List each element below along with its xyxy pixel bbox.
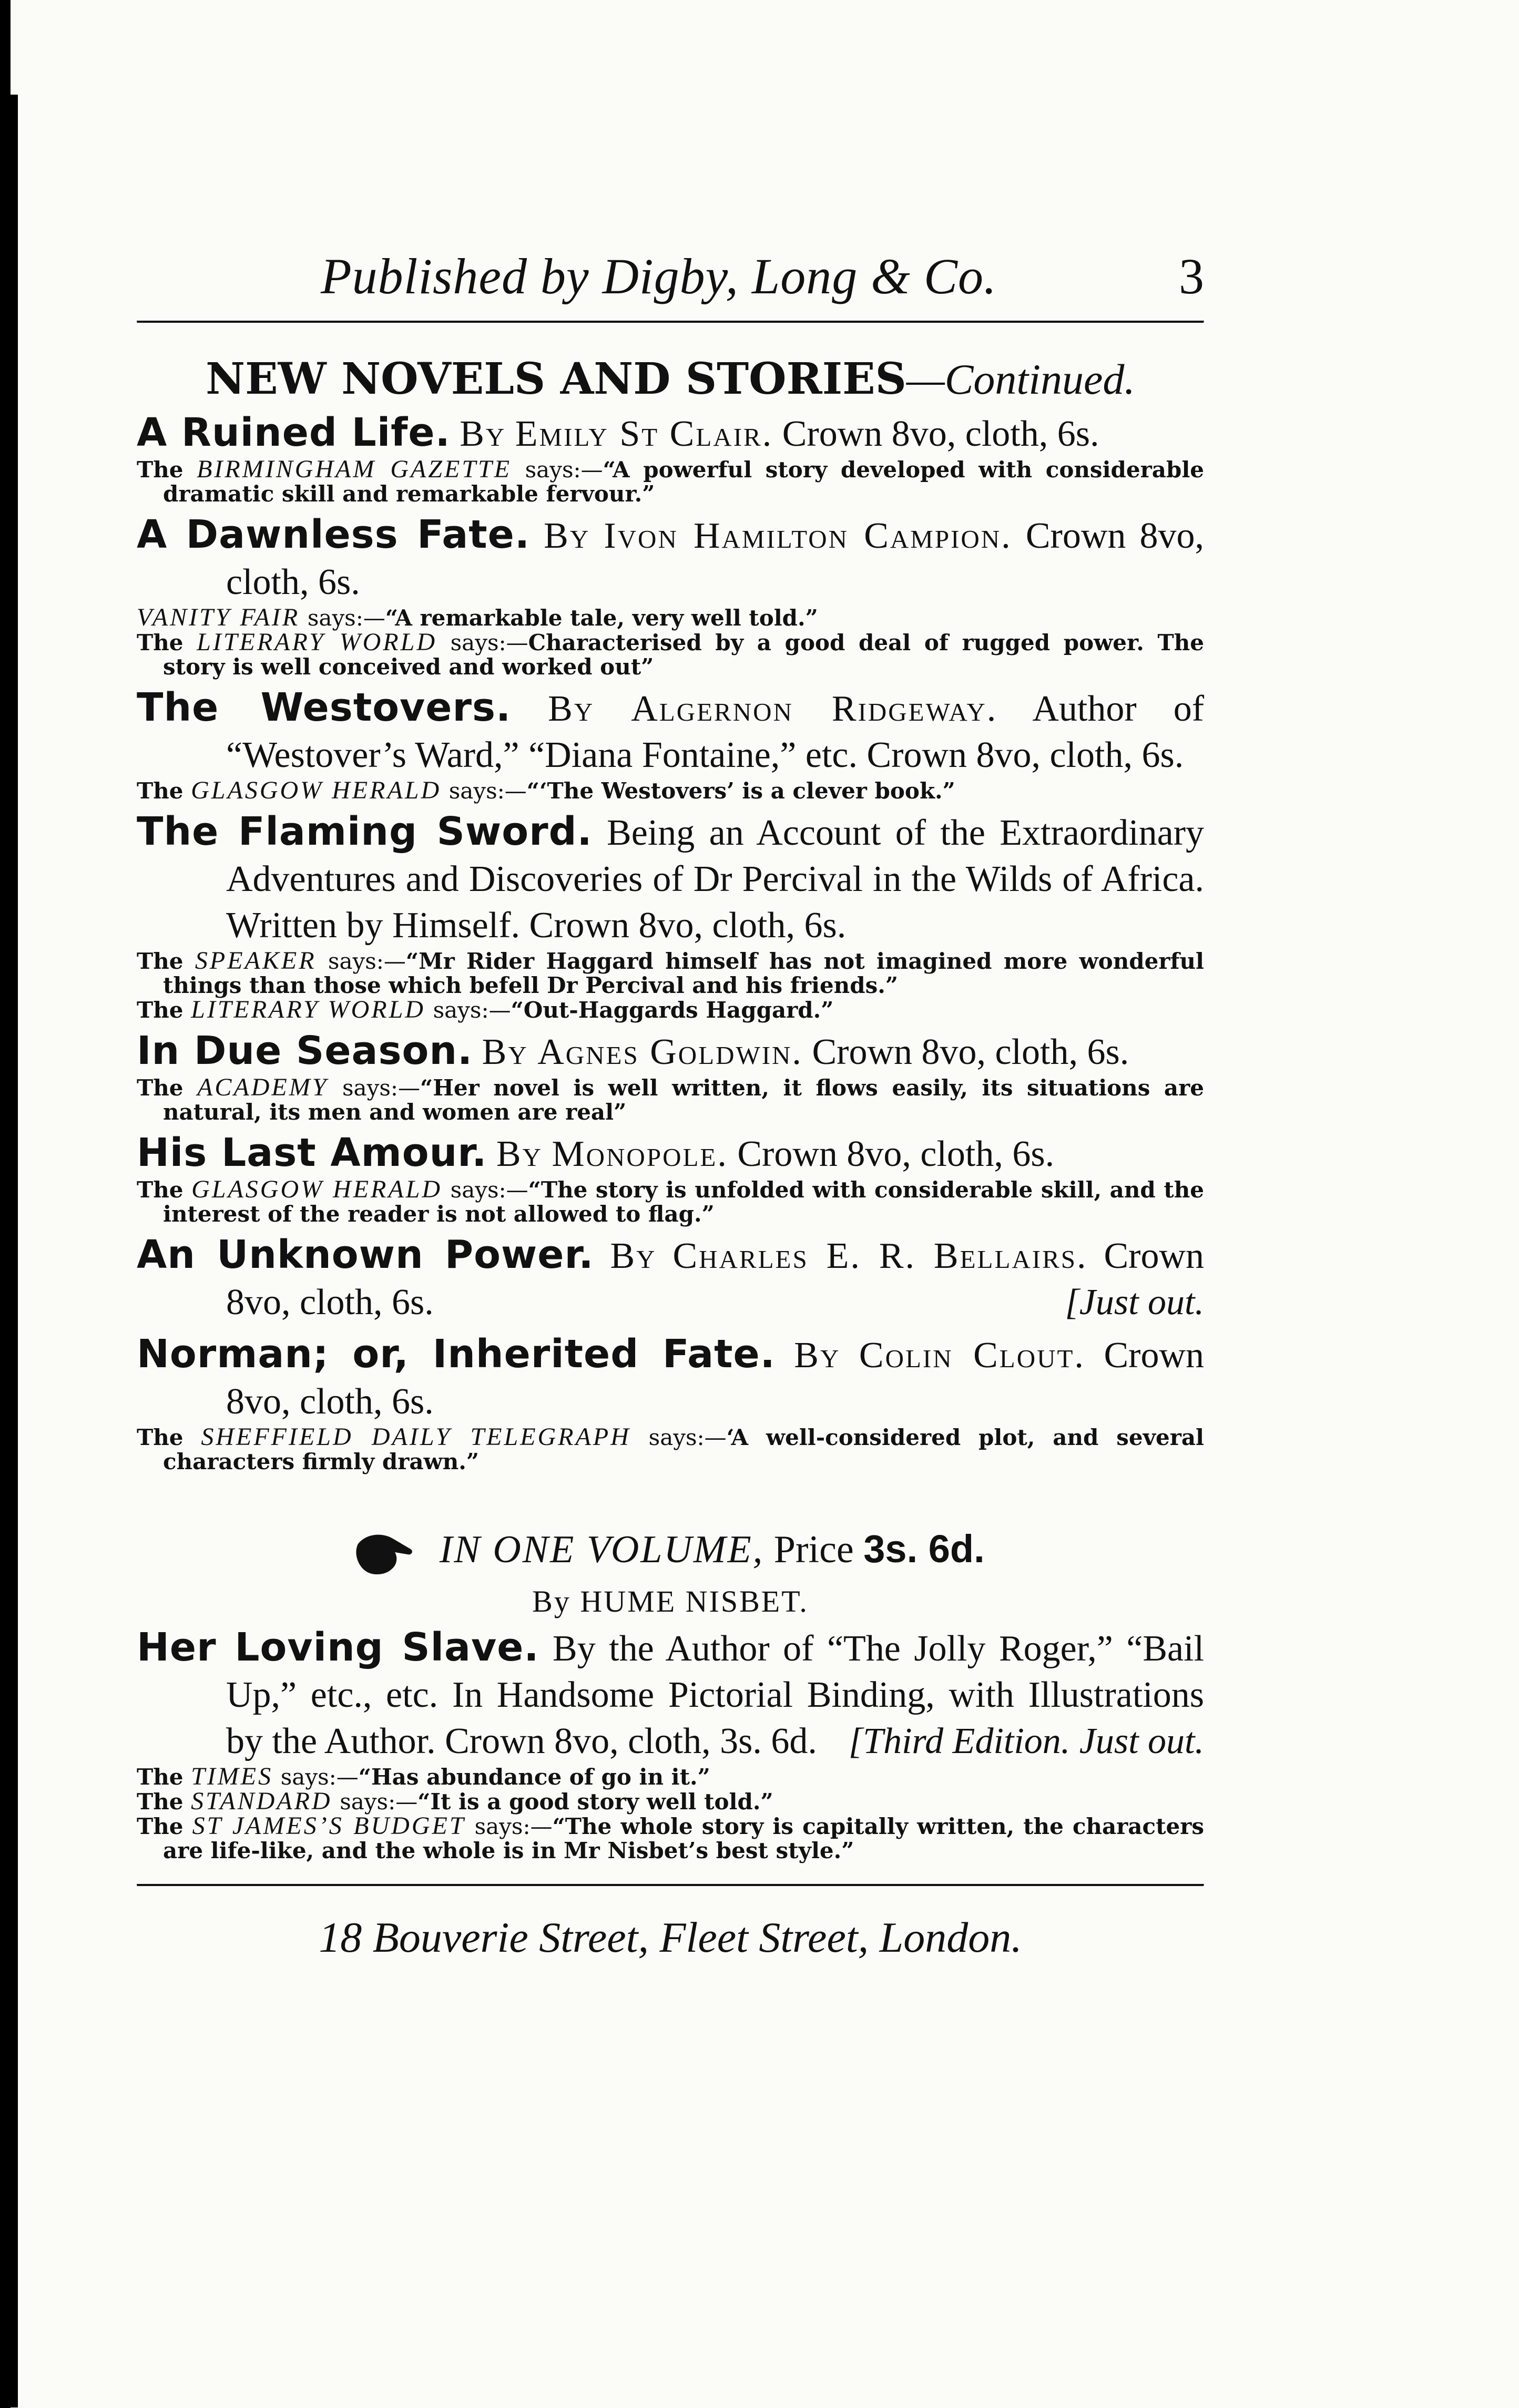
section-heading: [137, 354, 1204, 404]
review-says: says:—: [648, 1425, 727, 1450]
review-says: says:—: [450, 630, 528, 655]
entry-details: Being an Account of the Extraordinary Adventures and Discoveries of Dr Percival in the Wilds of Africa. Written by Himself. Crown 8vo, cloth, 6s.: [226, 813, 1204, 946]
review-pre: The: [137, 1813, 183, 1840]
review-line: [137, 778, 1204, 803]
entry-details: Crown 8vo, cloth, 6s.: [226, 1335, 1205, 1422]
review-line: [137, 457, 1204, 506]
entry-main: [137, 808, 1204, 949]
review-pre: The: [137, 948, 183, 974]
review-publication: VANITY FAIR: [137, 603, 300, 631]
review-says: says:—: [450, 1177, 528, 1203]
featured-reviews: [137, 1765, 1204, 1863]
entries-list: [137, 409, 1204, 1474]
review-text: “Mr Rider Haggard himself has not imagined more wonderful things than those which befell Dr Percival and his friends.”: [163, 948, 1205, 998]
review-text: ‘A well-considered plot, and several characters firmly drawn.”: [163, 1425, 1204, 1474]
entry-title: An Unknown Power.: [137, 1232, 594, 1277]
review-line: [137, 603, 1204, 631]
review-text: “The story is unfolded with considerable skill, and the interest of the reader is not allowed to flag.”: [163, 1177, 1204, 1227]
review-says: says:—: [342, 1075, 421, 1101]
entry-main: [137, 511, 1204, 606]
entry-title: His Last Amour.: [137, 1130, 487, 1175]
review-text: “The whole story is capitally written, the characters are life-like, and the whole is in Mr Nisbet’s best style.”: [163, 1813, 1204, 1864]
entry-by: By: [794, 1335, 841, 1376]
entry-author: Emily St Clair.: [515, 414, 773, 454]
featured-entry: [137, 1624, 1204, 1863]
review-text: “It is a good story well told.”: [417, 1789, 773, 1815]
review-line: [137, 1789, 1204, 1814]
featured-note: [Third Edition. Just out.: [848, 1721, 1204, 1762]
review-publication: TIMES: [191, 1763, 273, 1791]
footer-address: 18 Bouverie Street, Fleet Street, London.: [319, 1913, 1022, 1962]
running-header: [137, 247, 1204, 321]
one-volume-banner: [137, 1526, 1204, 1579]
entry-author: Agnes Goldwin.: [537, 1032, 803, 1072]
entry-title: A Ruined Life.: [137, 410, 451, 455]
review-text: “‘The Westovers’ is a clever book.”: [526, 778, 955, 804]
review-line: [137, 1425, 1204, 1474]
entry-by: By: [496, 1134, 543, 1174]
review-publication: LITERARY WORLD: [191, 996, 425, 1023]
page-number: 3: [1179, 248, 1204, 304]
entry-details: Crown 8vo, cloth, 6s.: [226, 516, 1205, 602]
review-publication: ST JAMES’S BUDGET: [192, 1812, 466, 1840]
entry: [137, 1130, 1204, 1226]
entry-main: [137, 684, 1204, 778]
entry-title: The Westovers.: [137, 685, 512, 730]
review-text: “Out-Haggards Haggard.”: [511, 997, 834, 1023]
entry-main: [137, 409, 1204, 457]
entry-by: By: [482, 1032, 528, 1072]
review-publication: ACADEMY: [197, 1073, 329, 1101]
review-text: “Has abundance of go in it.”: [358, 1764, 710, 1790]
entry-author: Algernon Ridgeway.: [631, 689, 998, 729]
entry-by: By: [610, 1236, 657, 1276]
entry: [137, 409, 1204, 506]
review-says: says:—: [340, 1789, 418, 1815]
entry-title: A Dawnless Fate.: [137, 512, 530, 557]
entry-details: Crown 8vo, cloth, 6s.: [737, 1134, 1055, 1174]
review-publication: GLASGOW HERALD: [191, 776, 442, 804]
pointing-hand-icon: [356, 1528, 414, 1579]
review-publication: SHEFFIELD DAILY TELEGRAPH: [201, 1423, 631, 1451]
entry-note: [Just out.: [1065, 1282, 1204, 1323]
section-continued: —Continued.: [906, 355, 1135, 403]
review-says: says:—: [448, 778, 527, 804]
entry: [137, 808, 1204, 1022]
review-publication: BIRMINGHAM GAZETTE: [197, 455, 512, 483]
review-pre: The: [137, 1177, 183, 1203]
review-text: Characterised by a good deal of rugged power. The story is well conceived and worked out”: [163, 630, 1205, 680]
price-text: Price: [773, 1528, 854, 1571]
entry-author: Ivon Hamilton Campion.: [604, 516, 1012, 556]
entry: [137, 1331, 1204, 1474]
review-text: “Her novel is well written, it flows easily, its situations are natural, its men and women are real”: [163, 1075, 1204, 1125]
page: [11, 0, 1519, 2408]
entry-details: Crown 8vo, cloth, 6s.: [782, 414, 1099, 454]
review-pre: The: [137, 1764, 183, 1790]
content: [137, 247, 1204, 1962]
entry-main: [137, 1232, 1204, 1326]
review-line: [137, 1177, 1204, 1226]
entry-main: [137, 1331, 1204, 1425]
entry: [137, 511, 1204, 679]
review-says: says:—: [433, 997, 511, 1023]
review-line: [137, 949, 1204, 998]
review-says: says:—: [525, 457, 603, 483]
review-line: [137, 998, 1204, 1022]
review-pre: The: [137, 997, 183, 1023]
featured-byline: By HUME NISBET.: [532, 1584, 809, 1619]
review-publication: LITERARY WORLD: [197, 628, 437, 656]
review-pre: The: [137, 1075, 183, 1101]
review-publication: STANDARD: [191, 1787, 332, 1816]
entry-title: In Due Season.: [137, 1028, 473, 1073]
featured-entry-main: [137, 1624, 1204, 1765]
entry-by: By: [460, 414, 506, 454]
entry-title: The Flaming Sword.: [137, 809, 593, 854]
review-publication: SPEAKER: [195, 947, 317, 975]
review-line: [137, 1814, 1204, 1863]
featured-title: Her Loving Slave.: [137, 1625, 539, 1671]
review-says: says:—: [307, 605, 385, 631]
review-publication: GLASGOW HERALD: [191, 1175, 443, 1203]
header-title: Published by Digby, Long & Co.: [321, 248, 997, 304]
entry-details: Author of “Westover’s Ward,” “Diana Fontaine,” etc. Crown 8vo, cloth, 6s.: [226, 689, 1205, 775]
entry-by: By: [548, 689, 595, 729]
header-rule: [137, 321, 1204, 323]
one-volume-label: IN ONE VOLUME,: [439, 1528, 764, 1571]
review-says: says:—: [280, 1764, 359, 1790]
review-pre: The: [137, 457, 183, 483]
entry-main: [137, 1028, 1204, 1075]
entry-author: Charles E. R. Bellairs.: [672, 1236, 1088, 1276]
review-pre: The: [137, 1789, 183, 1815]
review-line: [137, 1765, 1204, 1789]
featured-details: By the Author of “The Jolly Roger,” “Bail Up,” etc., etc. In Handsome Pictorial Binding, with Illustrations by the Author. Crown 8vo, cloth, 3s. 6d.: [226, 1628, 1205, 1762]
section-heading-text: NEW NOVELS AND STORIES: [206, 354, 906, 404]
review-text: “A powerful story developed with considerable dramatic skill and remarkable fervour.”: [163, 457, 1204, 507]
entry-author: Colin Clout.: [859, 1335, 1085, 1376]
entry-details: Crown 8vo, cloth, 6s.: [226, 1236, 1205, 1323]
entry: [137, 1028, 1204, 1124]
entry: [137, 1232, 1204, 1326]
footer-rule: [137, 1884, 1204, 1887]
entry-by: By: [544, 516, 590, 556]
entry-main: [137, 1130, 1204, 1177]
review-text: “A remarkable tale, very well told.”: [385, 605, 818, 631]
review-pre: The: [137, 630, 183, 655]
entry-author: Monopole.: [552, 1134, 728, 1174]
entry: [137, 684, 1204, 803]
review-pre: The: [137, 1425, 183, 1450]
review-line: [137, 630, 1204, 679]
review-line: [137, 1075, 1204, 1124]
review-pre: The: [137, 778, 183, 804]
page-edge-shadow: [11, 95, 18, 2407]
price-value: 3s. 6d.: [863, 1527, 985, 1571]
entry-details: Crown 8vo, cloth, 6s.: [812, 1032, 1129, 1072]
review-says: says:—: [328, 948, 406, 974]
review-says: says:—: [474, 1813, 553, 1840]
entry-title: Norman; or, Inherited Fate.: [137, 1331, 776, 1377]
